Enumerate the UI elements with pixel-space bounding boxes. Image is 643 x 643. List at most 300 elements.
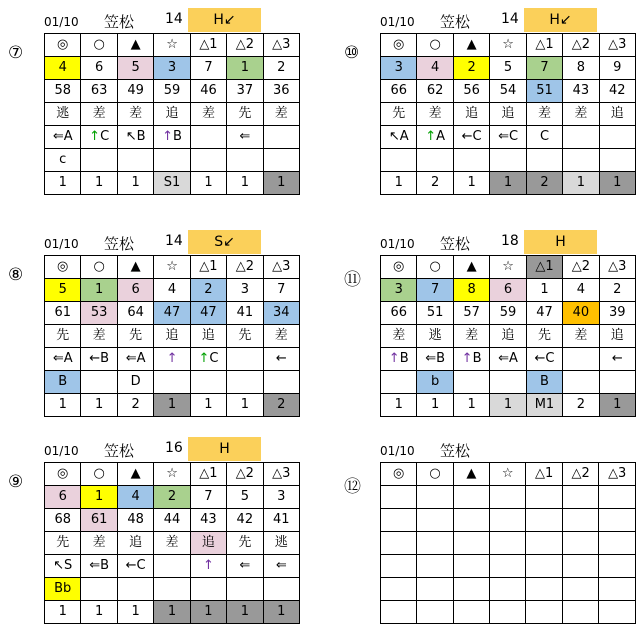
grid-cell: 先	[227, 325, 263, 348]
grid-row	[381, 348, 636, 371]
grid-cell	[227, 348, 263, 371]
mark-header-cell: ◎	[45, 256, 81, 279]
grid-row	[45, 256, 300, 279]
mark-header-cell: ☆	[490, 34, 526, 57]
grid-cell: 61	[81, 509, 117, 532]
grid-cell: D	[117, 371, 153, 394]
mark-header-cell: ◎	[45, 463, 81, 486]
panel-header	[44, 229, 300, 255]
mark-header-cell: ☆	[490, 256, 526, 279]
grid-cell: 差	[263, 103, 299, 126]
grid-cell	[526, 555, 563, 578]
mark-header-cell: ▲	[117, 463, 153, 486]
up-arrow-icon: ↑	[202, 558, 214, 573]
grid-cell	[117, 149, 153, 172]
mark-header-cell: △3	[599, 34, 635, 57]
mark-header-cell: △1	[190, 256, 226, 279]
grid-row	[45, 172, 300, 195]
grid-cell: 先	[117, 325, 153, 348]
grid-cell	[490, 149, 526, 172]
grid-cell	[526, 486, 563, 509]
grid-row	[381, 325, 636, 348]
grid-cell: 差	[381, 325, 417, 348]
grid-cell: 1	[490, 394, 526, 417]
grid-cell: ↑C	[81, 126, 117, 149]
grid-cell: 先	[381, 103, 417, 126]
grid-row	[381, 601, 636, 624]
grid-cell: 43	[563, 80, 599, 103]
grid-cell: 1	[263, 601, 299, 624]
grid-cell	[599, 509, 636, 532]
grid-cell: 5	[227, 486, 263, 509]
mark-header-cell: △1	[526, 256, 562, 279]
grid-row	[45, 34, 300, 57]
grid-cell: ←	[263, 348, 299, 371]
grid-cell	[154, 149, 190, 172]
entry-count: 16	[165, 440, 183, 456]
mark-header-cell: ▲	[117, 256, 153, 279]
mark-header-cell: ☆	[154, 34, 190, 57]
grid-cell	[453, 509, 489, 532]
grid-cell: ←	[599, 348, 635, 371]
grid-cell: 逃	[417, 325, 453, 348]
grid-cell	[453, 555, 489, 578]
grid-row	[45, 486, 300, 509]
venue-label: 笠松	[440, 13, 471, 31]
grid-cell: 6	[490, 279, 526, 302]
prediction-grid	[44, 255, 300, 417]
date-label: 01/10	[380, 444, 415, 458]
venue-label: 笠松	[104, 235, 135, 253]
grid-cell: 43	[190, 509, 226, 532]
grid-cell: ↖B	[117, 126, 153, 149]
entry-count: 14	[165, 11, 183, 27]
grid-cell	[453, 486, 489, 509]
grid-cell: 5	[117, 57, 153, 80]
grid-row	[381, 279, 636, 302]
grid-cell: 2	[117, 394, 153, 417]
grid-cell	[490, 509, 526, 532]
grid-row	[45, 555, 300, 578]
grid-cell: ⇐A	[45, 348, 81, 371]
mark-header-cell: △2	[227, 463, 263, 486]
grid-cell	[453, 149, 489, 172]
grid-cell: 差	[563, 103, 599, 126]
grid-cell	[154, 348, 190, 371]
date-label: 01/10	[380, 15, 415, 29]
panel-header	[380, 7, 636, 33]
grid-cell	[563, 126, 599, 149]
grid-cell: ↖S	[45, 555, 81, 578]
mark-header-cell: △2	[563, 34, 599, 57]
grid-cell: 1	[453, 172, 489, 195]
grid-cell: 逃	[263, 532, 299, 555]
grid-cell	[563, 371, 599, 394]
grid-cell	[190, 149, 226, 172]
entry-count: 14	[501, 11, 519, 27]
grid-cell	[154, 578, 190, 601]
grid-cell: 差	[563, 325, 599, 348]
grid-cell: 差	[154, 532, 190, 555]
grid-row	[45, 103, 300, 126]
grid-cell: 1	[227, 394, 263, 417]
prediction-grid	[44, 33, 300, 195]
grid-cell	[190, 578, 226, 601]
grid-row	[45, 371, 300, 394]
mark-header-cell: △3	[263, 34, 299, 57]
grid-cell	[599, 555, 636, 578]
grid-row	[45, 57, 300, 80]
grid-row	[381, 371, 636, 394]
grid-row	[381, 126, 636, 149]
grid-row	[381, 34, 636, 57]
mark-header-cell: ▲	[453, 34, 489, 57]
grid-cell: 4	[417, 57, 453, 80]
grid-cell: ⇐A	[117, 348, 153, 371]
grid-row	[45, 532, 300, 555]
grid-cell: M1	[526, 394, 562, 417]
mark-header-cell: △2	[227, 256, 263, 279]
grid-cell	[599, 578, 636, 601]
mark-header-cell: △1	[190, 34, 226, 57]
up-arrow-icon: ↑	[198, 351, 210, 366]
grid-cell: 3	[381, 57, 417, 80]
up-arrow-icon: ↑	[89, 129, 101, 144]
venue-label: 笠松	[440, 442, 471, 460]
grid-cell: 3	[263, 486, 299, 509]
grid-cell: 差	[81, 103, 117, 126]
grid-cell: S1	[154, 172, 190, 195]
grid-cell: 1	[227, 172, 263, 195]
grid-cell: ←C	[453, 126, 489, 149]
grid-cell: 1	[190, 601, 226, 624]
grid-row	[45, 578, 300, 601]
grid-cell: 58	[45, 80, 81, 103]
grid-row	[381, 57, 636, 80]
mark-header-cell: △1	[526, 463, 563, 486]
grid-cell: 51	[417, 302, 453, 325]
grid-cell: c	[45, 149, 81, 172]
grid-cell: 1	[563, 172, 599, 195]
grid-cell: ↑C	[190, 348, 226, 371]
grid-cell: 2	[154, 486, 190, 509]
grid-row	[45, 302, 300, 325]
grid-cell: 先	[227, 103, 263, 126]
grid-row	[45, 509, 300, 532]
panel-header	[44, 7, 300, 33]
grid-cell: 1	[526, 279, 562, 302]
grid-cell: 差	[190, 103, 226, 126]
grid-cell	[599, 601, 636, 624]
grid-cell: B	[45, 371, 81, 394]
grid-cell	[417, 601, 453, 624]
mark-header-cell: ▲	[117, 34, 153, 57]
grid-cell: 39	[599, 302, 635, 325]
up-arrow-icon: ↑	[166, 351, 178, 366]
grid-cell: 8	[563, 57, 599, 80]
grid-cell	[453, 601, 489, 624]
pace-tag: H↙	[524, 8, 597, 32]
race-number-label: ⑫	[344, 477, 361, 497]
grid-cell: 逃	[45, 103, 81, 126]
grid-cell: 51	[526, 80, 562, 103]
grid-cell: 先	[227, 532, 263, 555]
grid-cell: 59	[154, 80, 190, 103]
grid-cell	[526, 532, 563, 555]
grid-cell: 5	[45, 279, 81, 302]
grid-row	[381, 103, 636, 126]
grid-cell: 66	[381, 80, 417, 103]
race-number-label: ⑪	[344, 270, 361, 290]
mark-header-cell: ○	[417, 34, 453, 57]
grid-cell	[562, 486, 599, 509]
grid-cell: 4	[45, 57, 81, 80]
grid-cell: 48	[117, 509, 153, 532]
grid-cell: 68	[45, 509, 81, 532]
grid-cell: ↑B	[381, 348, 417, 371]
grid-cell: 差	[453, 325, 489, 348]
grid-cell: 1	[154, 601, 190, 624]
grid-cell: 41	[227, 302, 263, 325]
grid-cell: 2	[190, 279, 226, 302]
grid-cell: 1	[381, 394, 417, 417]
grid-cell: C	[526, 126, 562, 149]
race-number-label: ⑦	[8, 43, 24, 63]
grid-cell	[562, 578, 599, 601]
grid-cell: Bb	[45, 578, 81, 601]
grid-cell	[599, 486, 636, 509]
grid-cell: ↖A	[381, 126, 417, 149]
grid-cell: ⇐B	[417, 348, 453, 371]
pace-tag: H	[188, 437, 261, 461]
grid-cell	[526, 601, 563, 624]
grid-cell: 7	[263, 279, 299, 302]
grid-cell: 先	[45, 532, 81, 555]
grid-cell: 42	[227, 509, 263, 532]
grid-cell	[490, 371, 526, 394]
mark-header-cell: △2	[562, 463, 599, 486]
date-label: 01/10	[44, 15, 79, 29]
entry-count: 14	[165, 233, 183, 249]
grid-cell: 追	[117, 532, 153, 555]
grid-cell: 40	[563, 302, 599, 325]
grid-cell: 64	[117, 302, 153, 325]
grid-cell: 追	[154, 325, 190, 348]
grid-row	[45, 126, 300, 149]
grid-cell: ↑A	[417, 126, 453, 149]
grid-cell: 追	[154, 103, 190, 126]
grid-cell: 7	[190, 486, 226, 509]
grid-cell: 4	[117, 486, 153, 509]
grid-cell: 1	[227, 57, 263, 80]
grid-cell: 追	[453, 103, 489, 126]
grid-row	[45, 601, 300, 624]
grid-row	[381, 509, 636, 532]
grid-row	[381, 302, 636, 325]
grid-cell: 1	[453, 394, 489, 417]
grid-cell: 9	[599, 57, 635, 80]
grid-cell: 7	[417, 279, 453, 302]
grid-cell: 先	[45, 325, 81, 348]
grid-cell	[526, 578, 563, 601]
prediction-grid	[380, 462, 636, 624]
grid-cell	[453, 578, 489, 601]
grid-cell	[490, 532, 526, 555]
grid-row	[381, 256, 636, 279]
grid-cell: 47	[190, 302, 226, 325]
grid-row	[381, 172, 636, 195]
grid-cell: 追	[190, 532, 226, 555]
mark-header-cell: △3	[263, 463, 299, 486]
grid-cell: 53	[81, 302, 117, 325]
grid-row	[381, 463, 636, 486]
grid-row	[381, 80, 636, 103]
grid-cell	[490, 555, 526, 578]
mark-header-cell: ◎	[381, 34, 417, 57]
panel-header	[380, 229, 636, 255]
grid-row	[45, 325, 300, 348]
grid-cell: 6	[81, 57, 117, 80]
prediction-grid	[44, 462, 300, 624]
grid-row	[381, 555, 636, 578]
grid-cell: 1	[490, 172, 526, 195]
grid-cell: 4	[563, 279, 599, 302]
grid-cell: 2	[453, 57, 489, 80]
grid-cell: 1	[45, 394, 81, 417]
grid-cell: 56	[453, 80, 489, 103]
grid-cell	[599, 532, 636, 555]
prediction-grid	[380, 33, 636, 195]
grid-cell: 1	[417, 394, 453, 417]
up-arrow-icon: ↑	[425, 129, 437, 144]
grid-cell	[381, 532, 417, 555]
grid-cell: B	[526, 371, 562, 394]
grid-cell	[490, 578, 526, 601]
grid-cell: 1	[45, 601, 81, 624]
grid-cell	[417, 509, 453, 532]
grid-cell: ←C	[526, 348, 562, 371]
grid-cell: 差	[81, 532, 117, 555]
grid-cell: 7	[190, 57, 226, 80]
race-number-label: ⑩	[344, 43, 360, 63]
grid-cell	[417, 149, 453, 172]
grid-cell: 49	[117, 80, 153, 103]
grid-cell: 1	[45, 172, 81, 195]
grid-cell: 2	[263, 57, 299, 80]
grid-row	[45, 279, 300, 302]
grid-cell	[526, 149, 562, 172]
grid-row	[381, 578, 636, 601]
grid-cell: 追	[490, 103, 526, 126]
grid-cell	[490, 601, 526, 624]
grid-row	[381, 394, 636, 417]
grid-row	[45, 348, 300, 371]
mark-header-cell: ▲	[453, 463, 489, 486]
grid-cell	[563, 348, 599, 371]
grid-cell	[417, 555, 453, 578]
grid-cell: 1	[381, 172, 417, 195]
mark-header-cell: ▲	[453, 256, 489, 279]
grid-cell	[453, 371, 489, 394]
grid-cell: ⇐	[227, 555, 263, 578]
grid-cell	[154, 555, 190, 578]
grid-cell	[562, 601, 599, 624]
venue-label: 笠松	[440, 235, 471, 253]
grid-cell	[227, 578, 263, 601]
grid-cell: 5	[490, 57, 526, 80]
grid-cell	[154, 371, 190, 394]
grid-cell: 差	[526, 103, 562, 126]
race-number-label: ⑧	[8, 265, 24, 285]
mark-header-cell: ○	[417, 256, 453, 279]
grid-cell: 1	[599, 394, 635, 417]
grid-cell: 1	[154, 394, 190, 417]
grid-cell: ⇐A	[45, 126, 81, 149]
grid-row	[381, 149, 636, 172]
pace-tag: H↙	[188, 8, 261, 32]
grid-cell: b	[417, 371, 453, 394]
grid-cell: 62	[417, 80, 453, 103]
grid-cell	[190, 371, 226, 394]
grid-cell	[263, 126, 299, 149]
grid-cell: 47	[154, 302, 190, 325]
grid-cell: 追	[490, 325, 526, 348]
grid-cell: 1	[117, 172, 153, 195]
grid-cell: 1	[81, 172, 117, 195]
grid-cell: 6	[117, 279, 153, 302]
grid-cell: ←B	[81, 348, 117, 371]
grid-cell: 36	[263, 80, 299, 103]
grid-cell: ⇐	[227, 126, 263, 149]
grid-cell: 1	[190, 172, 226, 195]
date-label: 01/10	[44, 444, 79, 458]
grid-cell	[381, 555, 417, 578]
mark-header-cell: ○	[81, 34, 117, 57]
grid-cell: 1	[81, 279, 117, 302]
mark-header-cell: △3	[599, 256, 635, 279]
mark-header-cell: ○	[417, 463, 453, 486]
grid-cell: ↑B	[154, 126, 190, 149]
grid-cell	[381, 509, 417, 532]
grid-cell: 2	[563, 394, 599, 417]
mark-header-cell: △3	[599, 463, 636, 486]
mark-header-cell: ○	[81, 463, 117, 486]
race-number-label: ⑨	[8, 472, 24, 492]
grid-cell	[490, 486, 526, 509]
grid-cell: 47	[526, 302, 562, 325]
mark-header-cell: ◎	[45, 34, 81, 57]
grid-cell: 差	[117, 103, 153, 126]
grid-cell: 66	[381, 302, 417, 325]
mark-header-cell: ◎	[381, 463, 417, 486]
mark-header-cell: ○	[81, 256, 117, 279]
grid-cell: 3	[227, 279, 263, 302]
grid-cell: 1	[81, 486, 117, 509]
grid-cell: ←C	[117, 555, 153, 578]
date-label: 01/10	[380, 237, 415, 251]
grid-cell: 2	[526, 172, 562, 195]
grid-cell: 1	[81, 394, 117, 417]
grid-cell	[81, 371, 117, 394]
grid-row	[45, 149, 300, 172]
grid-cell: 差	[263, 325, 299, 348]
pace-tag: S↙	[188, 230, 261, 254]
grid-cell	[562, 555, 599, 578]
grid-cell: 差	[417, 103, 453, 126]
grid-cell	[599, 149, 635, 172]
grid-cell	[599, 126, 635, 149]
pace-tag: H	[524, 230, 597, 254]
